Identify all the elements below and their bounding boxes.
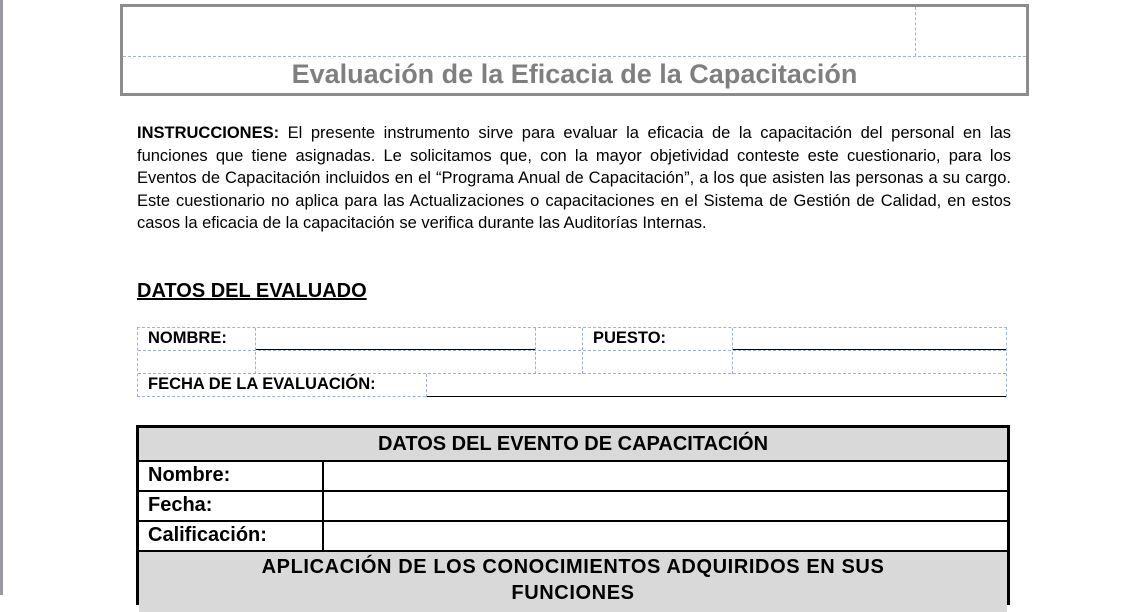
aplicacion-section-title [139, 552, 1007, 612]
nombre-label: NOMBRE: [148, 329, 227, 347]
evento-fecha-label: Fecha: [148, 494, 213, 516]
evento-calificacion-label: Calificación: [148, 524, 267, 546]
instructions-text: El presente instrumento sirve para evaluar la eficacia de la capacitación del personal en las funciones que tiene asignadas. Le solicitamos que, con la mayor objetividad conteste este cuestionario, para los Eventos de Capacitación incluidos en el “Programa Anual de Capacitación”, a los que asisten las personas a su cargo. Este cuestionario no aplica para las Actualizaciones o capacitaciones en el Sistema de Gestión de Calidad, en estos casos la eficacia de la capacitación se verifica durante las Auditorías Internas. [137, 124, 1011, 232]
grid-divider [426, 374, 427, 397]
evento-row-nombre[interactable] [139, 462, 1007, 492]
grid-divider [138, 373, 1006, 374]
fecha-evaluacion-field[interactable] [427, 396, 1006, 397]
header-logo-area [123, 7, 1026, 57]
document-header [120, 4, 1029, 96]
grid-divider [535, 328, 536, 374]
instructions-label: INSTRUCCIONES: [137, 124, 280, 142]
evento-row-calificacion[interactable] [139, 522, 1007, 552]
aplicacion-title: APLICACIÓN DE LOS CONOCIMIENTOS ADQUIRIDOS EN SUS FUNCIONES [261, 556, 885, 604]
document-title: Evaluación de la Eficacia de la Capacitación [291, 59, 858, 89]
header-divider [915, 7, 916, 56]
evaluado-form [137, 327, 1007, 397]
evento-nombre-label: Nombre: [148, 464, 231, 486]
fecha-evaluacion-label: FECHA DE LA EVALUACIÓN: [148, 375, 376, 393]
window-left-edge [0, 0, 3, 595]
instructions-paragraph [137, 122, 1011, 235]
evento-row-fecha[interactable] [139, 492, 1007, 522]
grid-divider [255, 328, 256, 374]
cell-divider [322, 462, 324, 490]
cell-divider [322, 522, 324, 550]
grid-divider [582, 328, 583, 374]
evento-table-title: DATOS DEL EVENTO DE CAPACITACIÓN [139, 428, 1007, 462]
grid-divider [732, 328, 733, 374]
cell-divider [322, 492, 324, 520]
nombre-field[interactable] [256, 349, 535, 350]
section-title-evaluado: DATOS DEL EVALUADO [137, 280, 367, 302]
grid-divider [138, 350, 1006, 351]
evento-table [136, 425, 1010, 605]
puesto-label: PUESTO: [593, 329, 667, 347]
puesto-field[interactable] [733, 349, 1006, 350]
